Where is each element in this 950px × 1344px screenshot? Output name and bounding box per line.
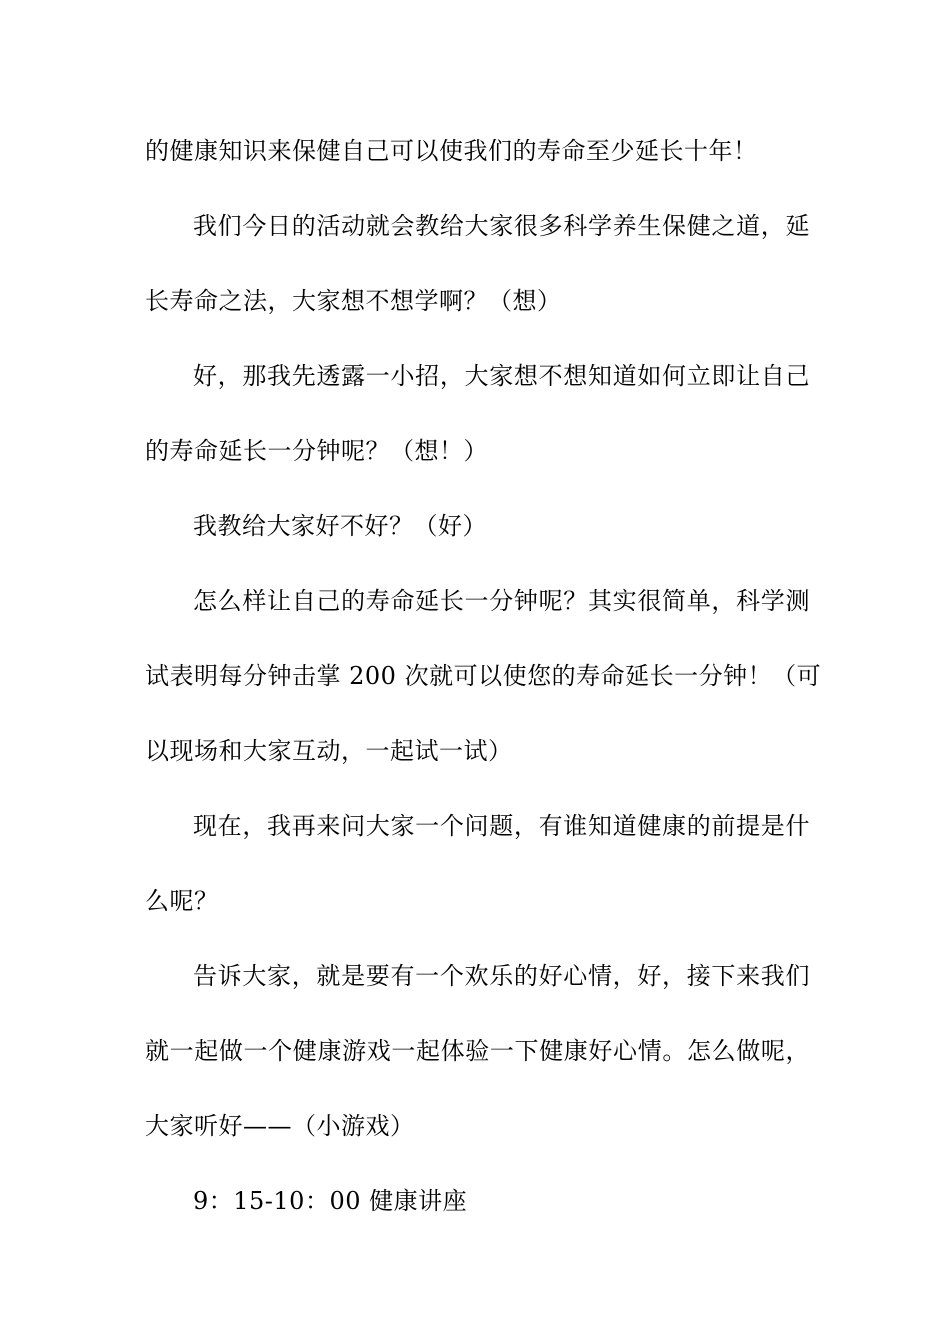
text-line: 就一起做一个健康游戏一起体验一下健康好心情。怎么做呢， — [145, 1037, 810, 1065]
paragraph-start-line: 我们今日的活动就会教给大家很多科学养生保健之道，延 — [193, 212, 810, 240]
text-line: 的健康知识来保健自己可以使我们的寿命至少延长十年！ — [145, 137, 758, 165]
text-line: 大家听好——（小游戏） — [145, 1112, 415, 1140]
text-line: 长寿命之法，大家想不想学啊？（想） — [145, 287, 562, 315]
text-line: 以现场和大家互动，一起试一试） — [145, 737, 513, 765]
paragraph-start-line: 现在，我再来问大家一个问题，有谁知道健康的前提是什 — [193, 812, 810, 840]
text-line: 么呢？ — [145, 887, 219, 915]
paragraph-start-line: 好，那我先透露一小招，大家想不想知道如何立即让自己 — [193, 362, 810, 390]
paragraph-start-line: 怎么样让自己的寿命延长一分钟呢？其实很简单，科学测 — [193, 587, 810, 615]
paragraph-start-line: 我教给大家好不好？（好） — [193, 512, 487, 540]
schedule-line: 9：15-10：00 健康讲座 — [193, 1187, 468, 1215]
text-line: 的寿命延长一分钟呢？（想！） — [145, 437, 488, 465]
text-line: 试表明每分钟击掌 200 次就可以使您的寿命延长一分钟！（可 — [145, 662, 822, 690]
paragraph-start-line: 告诉大家，就是要有一个欢乐的好心情，好，接下来我们 — [193, 962, 810, 990]
